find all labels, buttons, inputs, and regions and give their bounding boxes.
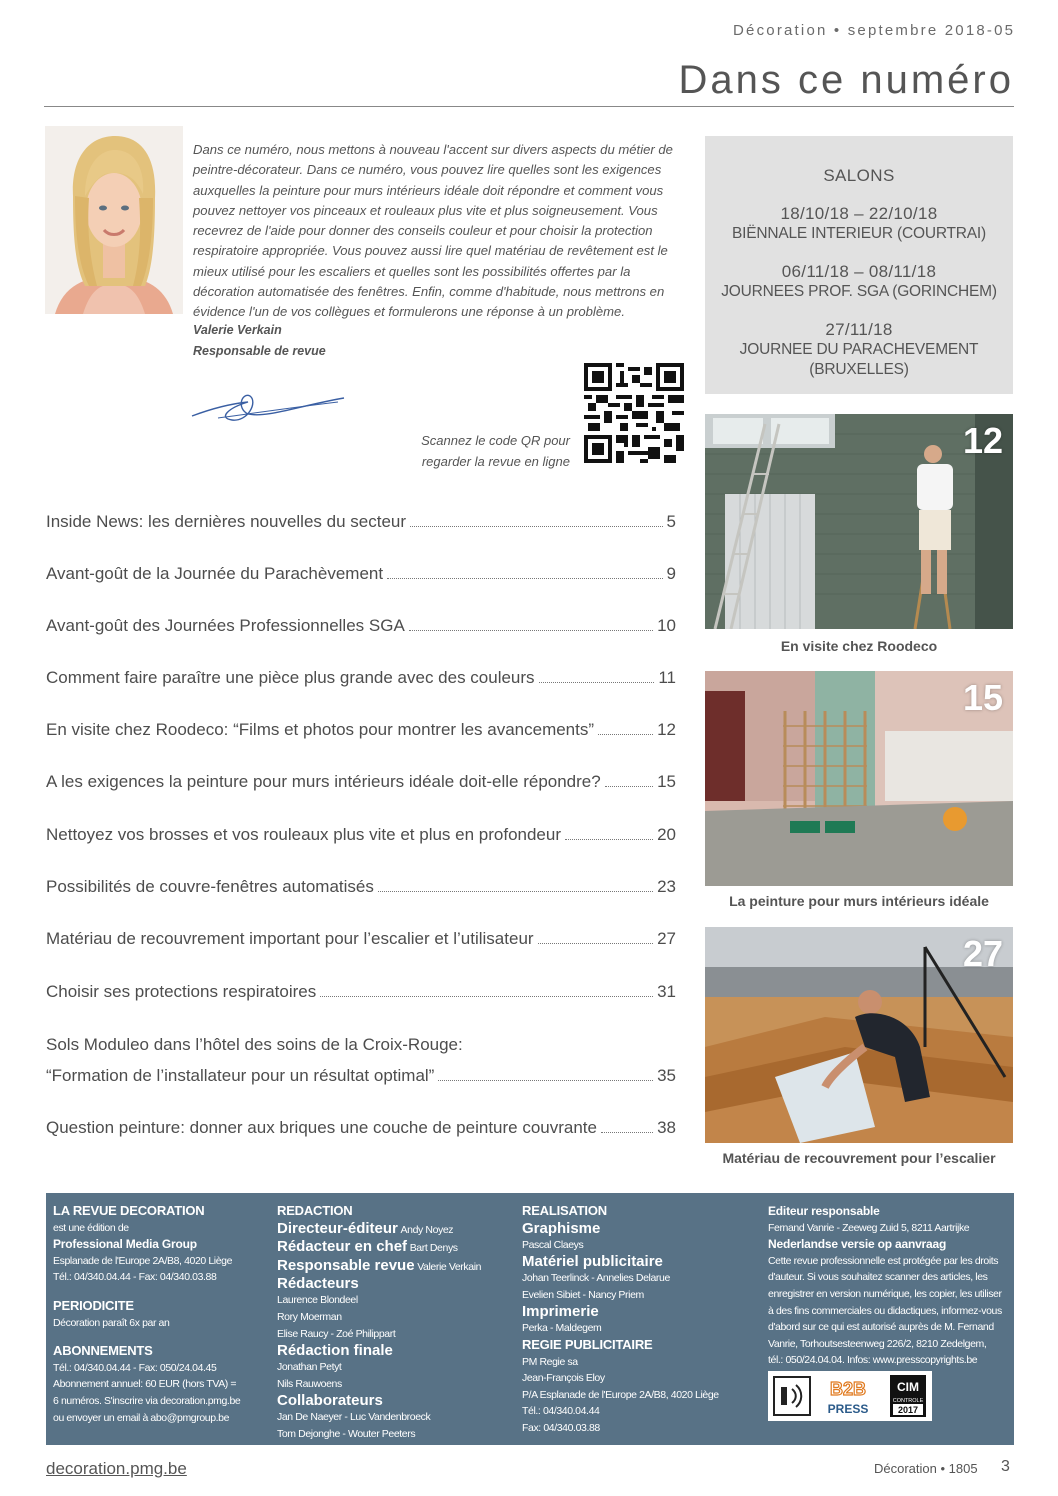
website-link[interactable]: decoration.pmg.be — [46, 1459, 187, 1478]
editor-portrait — [45, 126, 183, 314]
svg-text:CIM: CIM — [897, 1380, 919, 1394]
toc-entry-line1[interactable]: Sols Moduleo dans l’hôtel des soins de la Croix-Rouge: — [46, 1035, 463, 1054]
feature-page-number: 27 — [962, 933, 1003, 974]
svg-text:B2B: B2B — [829, 1379, 867, 1399]
feature-image-stairs[interactable] — [705, 927, 1013, 1143]
page-title: Dans ce numéro — [678, 58, 1014, 102]
feature-caption: Matériau de recouvrement pour l’escalier — [722, 1150, 996, 1166]
editor-name: Valerie Verkain — [193, 323, 282, 337]
svg-text:2017: 2017 — [897, 1405, 919, 1415]
toc-entry[interactable]: Inside News: les dernières nouvelles du secteur 5 — [46, 512, 676, 531]
certification-logos — [768, 1371, 932, 1421]
toc-entry[interactable]: En visite chez Roodeco: “Films et photos pour montrer les avancements” 12 — [46, 720, 676, 739]
signature-icon — [188, 388, 348, 428]
qr-code-icon[interactable] — [584, 363, 684, 463]
running-header: Décoration • septembre 2018-05 — [733, 22, 1016, 39]
feature-page-number: 12 — [962, 420, 1003, 461]
toc-entry[interactable]: Avant-goût de la Journée du Parachèvement 9 — [46, 564, 676, 583]
toc-entry[interactable]: Avant-goût des Journées Professionnelles SGA 10 — [46, 616, 676, 635]
footer-issue: Décoration • 1805 — [874, 1461, 978, 1476]
feature-caption: En visite chez Roodeco — [780, 638, 938, 654]
toc-entry[interactable]: Nettoyez vos brosses et vos rouleaux plus vite et plus en profondeur 20 — [46, 825, 676, 844]
salon-event: 18/10/18 – 22/10/18 BIËNNALE INTERIEUR (COURTRAI) — [732, 204, 986, 242]
toc-entry[interactable]: “Formation de l’installateur pour un résultat optimal” 35 — [46, 1066, 676, 1085]
toc-entry[interactable]: Comment faire paraître une pièce plus grande avec des couleurs 11 — [46, 668, 676, 687]
toc-entry[interactable]: Matériau de recouvrement important pour l’escalier et l’utilisateur 27 — [46, 929, 676, 948]
colophon-panel — [46, 1193, 1014, 1445]
colophon-realisation: REALISATION Graphisme Pascal Claeys Matériel publicitaire Johan Teerlinck - Annelies Delarue Evelien Sibiet - Nancy Priem Imprimerie Perka - Maldegem REGIE PUBLICITAIRE PM Regie sa Jean-François Eloy P/A Esplanade de l'Europe 2A/B8, 4020 Liège Tél.: 04/340.04.44 Fax: 04/340.03.88 — [522, 1203, 719, 1434]
toc-entry[interactable]: Question peinture: donner aux briques une couche de peinture couvrante 38 — [46, 1118, 676, 1137]
toc-entry[interactable]: A les exigences la peinture pour murs intérieurs idéale doit-elle répondre? 15 — [46, 772, 676, 791]
feature-image-roodeco[interactable] — [705, 414, 1013, 629]
svg-text:CONTROLE: CONTROLE — [892, 1398, 924, 1404]
qr-caption: Scannez le code QR pour regarder la revue en ligne — [421, 433, 570, 469]
feature-caption: La peinture pour murs intérieurs idéale — [729, 893, 989, 909]
salon-event: 27/11/18 JOURNEE DU PARACHEVEMENT (BRUXELLES) — [739, 320, 979, 378]
toc-entry[interactable]: Choisir ses protections respiratoires 31 — [46, 982, 676, 1001]
salons-heading: SALONS — [823, 166, 895, 185]
editor-role: Responsable de revue — [193, 344, 326, 358]
svg-text:PRESS: PRESS — [827, 1402, 869, 1416]
colophon-redaction: REDACTION Directeur-éditeur Andy Noyez Rédacteur en chef Bart Denys Responsable revue Valerie Verkain Rédacteurs Laurence Blondeel Rory Moerman Elise Raucy - Zoé Philippart Rédaction finale Jonathan Petyt Nils Rauwoens Collaborateurs Jan De Naeyer - Luc Vandenbroeck Tom Dejonghe - Wouter Peeters — [277, 1203, 482, 1440]
feature-image-gym[interactable] — [705, 671, 1013, 886]
colophon-publisher: LA REVUE DECORATION est une édition de Professional Media Group Esplanade de l'Europe 2A/B8, 4020 Liège Tél.: 04/340.04.44 - Fax: 04/340.03.88 PERIODICITE Décoration paraît 6x par an ABONNEMENTS Tél.: 04/340.04.44 - Fax: 050/24.04.45 Abonnement annuel: 60 EUR (hors TVA) = 6 numéros. S'inscrire via decoration.pmg.be ou envoyer un email à abo@pmgroup.be — [53, 1203, 241, 1424]
salons-box — [705, 136, 1013, 394]
editorial-text: Dans ce numéro, nous mettons à nouveau l'accent sur divers aspects du métier de peintre-décorateur. Dans ce numéro, vous pouvez lire quelles sont les exigences auxquelles la peinture pour murs intérieurs idéale doit répondre et comment vous pouvez nettoyer vos pinceaux et rouleaux plus vite et plus soigneusement. Vous recevrez de l'aide pour donner des conseils couleur et pour choisir la protection respiratoire appropriée. Vous pouvez aussi lire quel matériau de revêtement est le mieux utilisé pour les escaliers et quelles sont les possibilités offertes par la décoration automatisée des fenêtres. Enfin, comme d'habitude, nous mettrons en évidence l'un de vos collègues et formulerons une réponse à un problème. — [193, 142, 673, 320]
colophon-editeur: Editeur responsable Fernand Vanrie - Zeeweg Zuid 5, 8211 Aartrijke Nederlandse versie op aanvraag Cette revue professionnelle est protégée par les droits d'auteur. Si vous souhaitez scanner des articles, les enregistrer en version numérique, les copier, les utiliser à des fins commerciales ou didactiques, informez-vous d'abord sur ce qui est autorisé auprès de M. Fernand Vanrie, Torhoutsesteenweg 226/2, 8210 Zedelgem, tél.: 050/24.04.04. Infos: www.presscopyrights.be — [768, 1204, 1002, 1367]
page-number: 3 — [1001, 1458, 1010, 1475]
salon-event: 06/11/18 – 08/11/18 JOURNEES PROF. SGA (GORINCHEM) — [721, 262, 997, 300]
toc-entry[interactable]: Possibilités de couvre-fenêtres automatisés 23 — [46, 877, 676, 896]
feature-page-number: 15 — [962, 677, 1003, 718]
header-rule — [44, 106, 1014, 107]
